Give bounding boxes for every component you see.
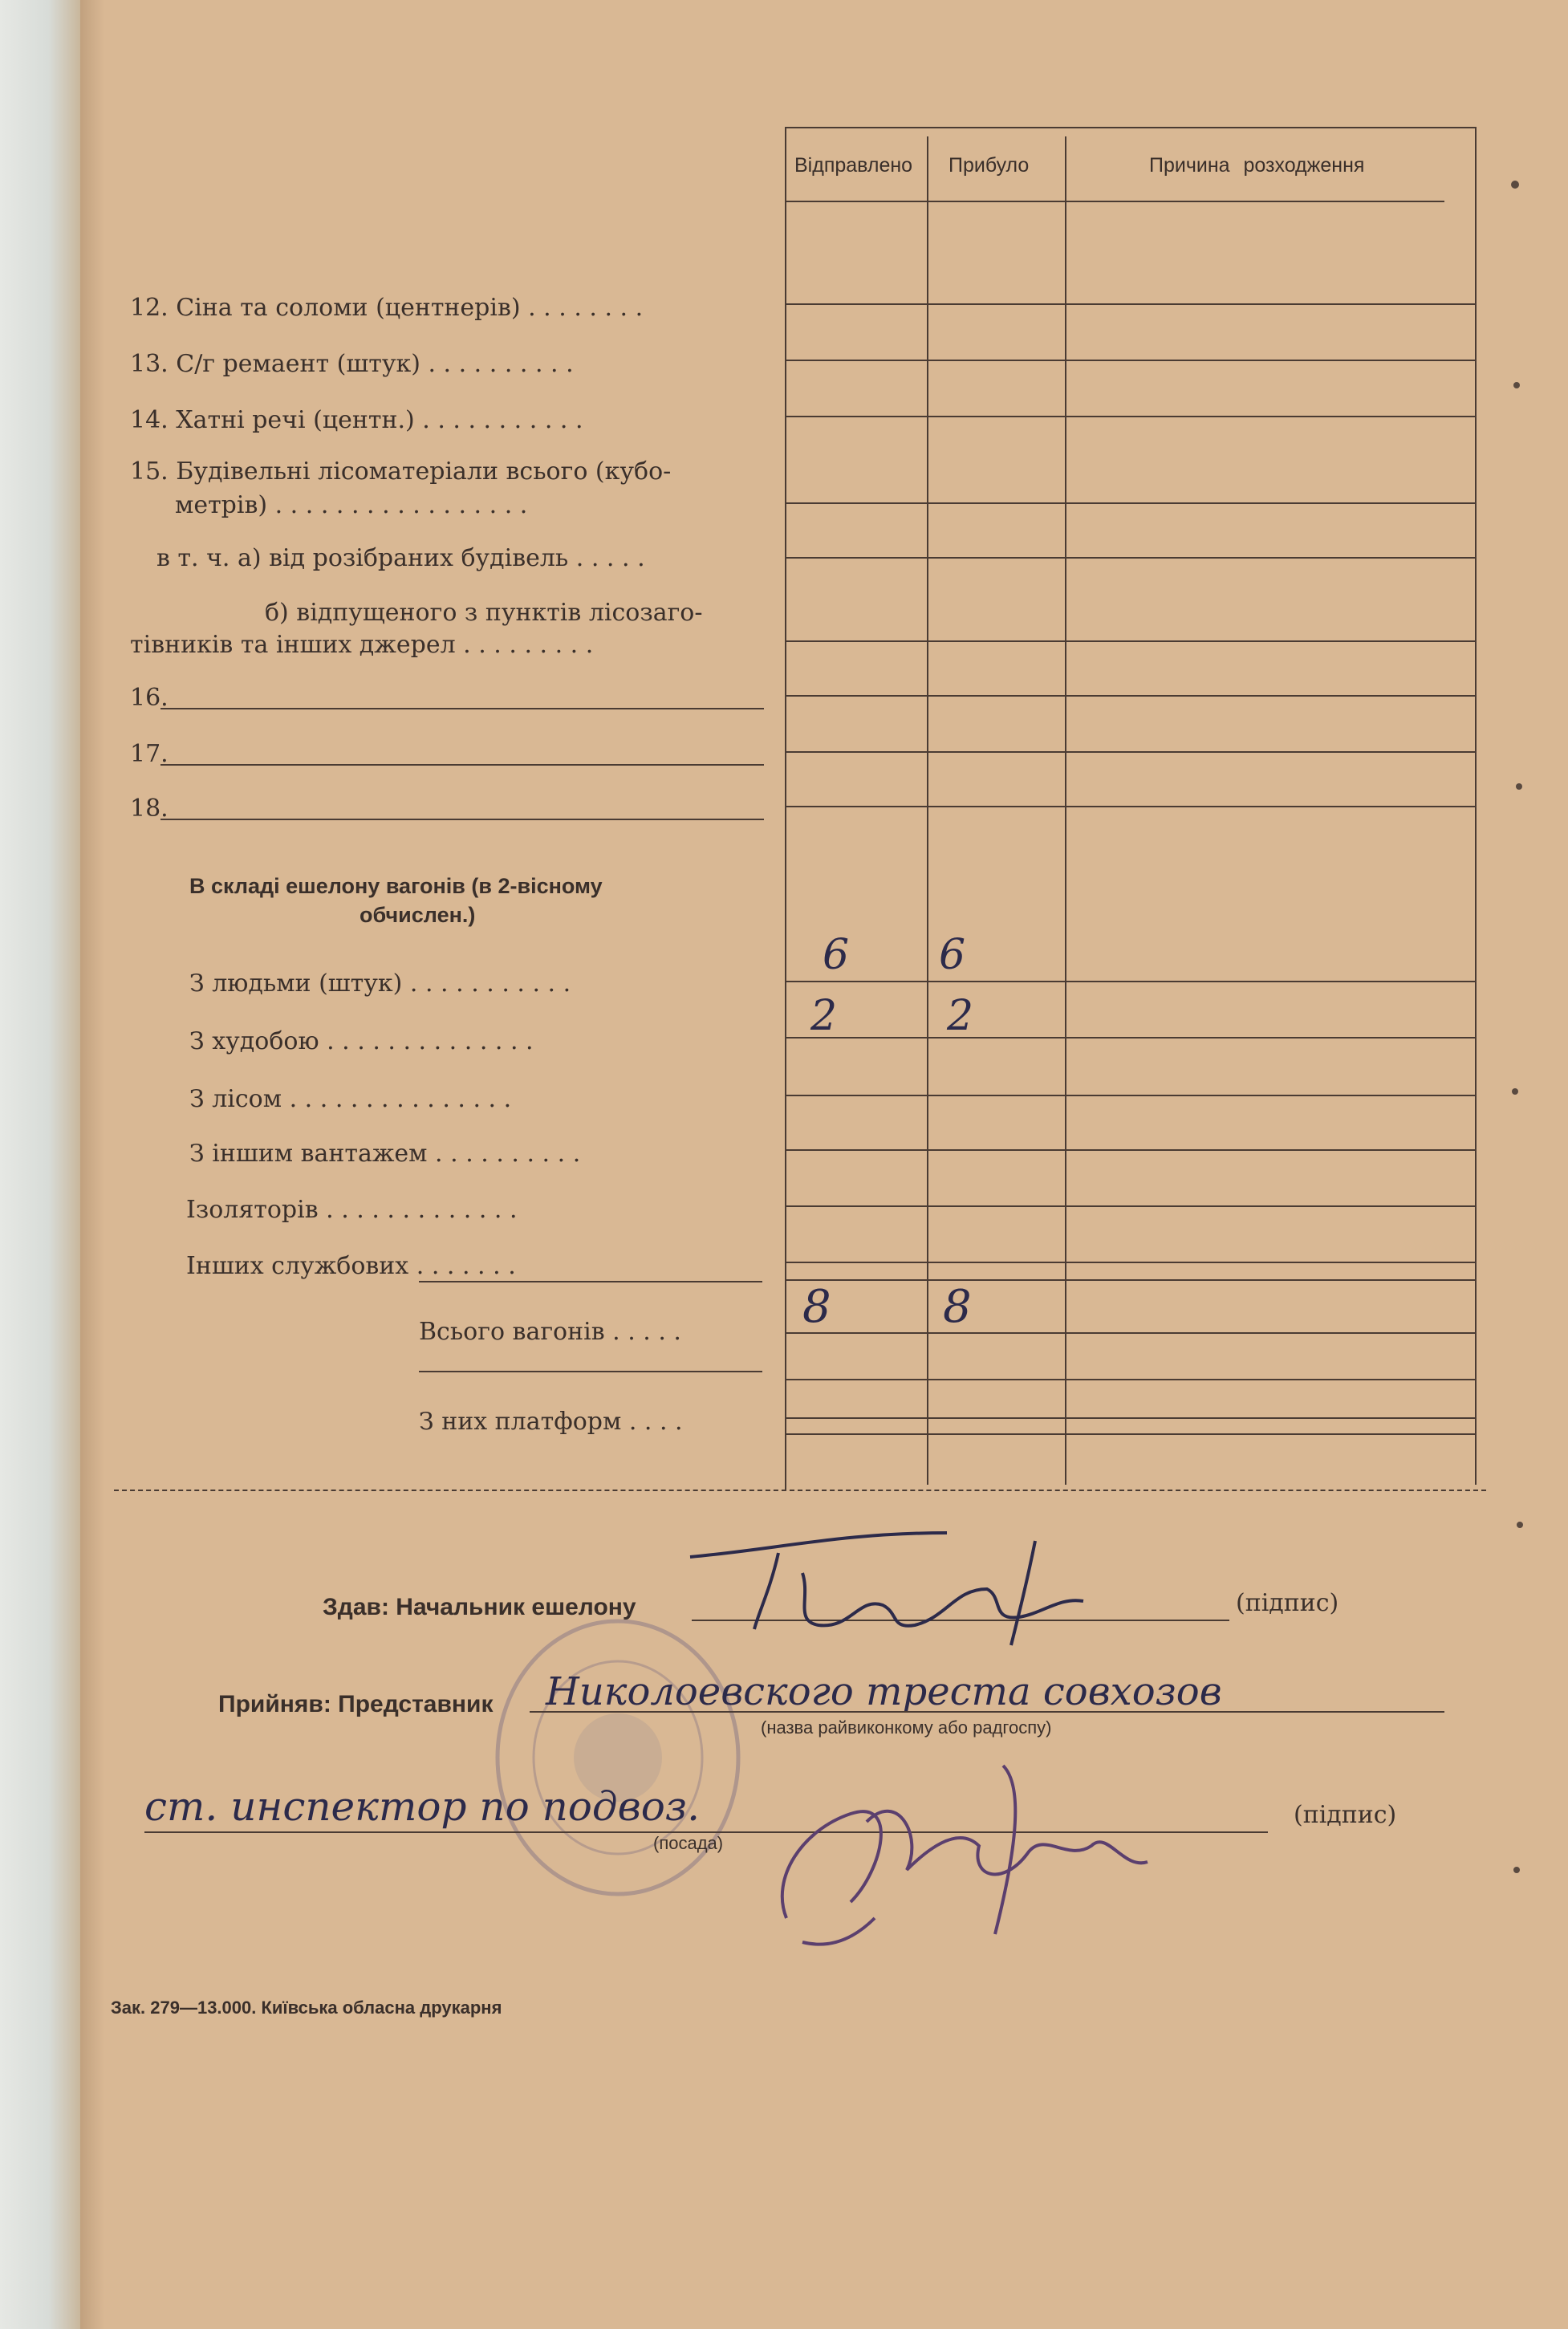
row-label-15b-line2: тівників та інших джерел . . . . . . . . .	[130, 631, 594, 659]
page-edge-shadow	[80, 0, 104, 2329]
organization-hint: (назва райвиконкому або радгоспу)	[761, 1717, 1052, 1738]
wagon-label-timber: З лісом . . . . . . . . . . . . . . .	[189, 1085, 512, 1113]
table-row-rule	[785, 1037, 1475, 1038]
table-row-rule	[785, 360, 1475, 361]
row-label-15b-line1: б) відпущеного з пунктів лісозаго-	[265, 599, 703, 627]
table-row-rule	[785, 1205, 1475, 1207]
organization-line	[530, 1711, 1444, 1713]
row-label-14: 14. Хатні речі (центн.) . . . . . . . . . . .	[130, 406, 583, 434]
table-row-rule	[785, 1095, 1475, 1096]
table-row-rule	[785, 1332, 1475, 1334]
column-header-sent: Відправлено	[794, 154, 913, 177]
section-separator	[114, 1490, 1486, 1491]
row-17-blank-line	[160, 764, 764, 766]
row-label-16: 16.	[130, 684, 169, 712]
table-row-rule	[785, 1279, 1475, 1281]
row-label-15a: в т. ч. а) від розібраних будівель . . . . .	[156, 544, 645, 572]
wagon-label-other-service: Інших службових . . . . . . .	[186, 1252, 516, 1280]
table-top-border	[785, 127, 1477, 128]
position-hint: (посада)	[653, 1833, 724, 1853]
table-row-rule	[785, 695, 1475, 697]
column-divider-arrived-reason	[1065, 136, 1066, 1485]
livestock-sent-value: 2	[810, 992, 838, 1040]
section-title-line2: обчислен.)	[360, 903, 476, 927]
table-right-border	[1475, 127, 1477, 1485]
print-note: Зак. 279—13.000. Київська обласна друкарня	[111, 1998, 502, 2018]
table-row-rule	[785, 640, 1475, 642]
row-label-13: 13. С/г ремаент (штук) . . . . . . . . . .	[130, 350, 574, 378]
signature-head-of-echelon	[682, 1525, 1131, 1653]
column-header-reason: Причина розходження	[1149, 154, 1365, 177]
section-title-line1: В складі ешелону вагонів (в 2-вісному	[189, 874, 603, 898]
table-left-border	[785, 127, 786, 1490]
row-label-12: 12. Сіна та соломи (центнерів) . . . . . . . .	[130, 294, 644, 322]
handed-label: Здав: Начальник ешелону	[323, 1594, 636, 1620]
column-header-arrived: Прибуло	[949, 154, 1030, 177]
livestock-arrived-value: 2	[947, 992, 974, 1040]
accepted-signature-hint: (підпис)	[1294, 1801, 1397, 1829]
accepted-organization-value: Николоевского треста совхозов	[546, 1669, 1222, 1714]
table-row-rule	[785, 1417, 1475, 1419]
round-stamp-icon	[489, 1613, 746, 1902]
handed-signature-hint: (підпис)	[1236, 1589, 1339, 1617]
wagon-label-livestock: З худобою . . . . . . . . . . . . . .	[189, 1027, 534, 1055]
scanner-background-strip	[0, 0, 80, 2329]
row-16-blank-line	[160, 708, 764, 709]
column-divider-sent-arrived	[927, 136, 928, 1485]
people-arrived-value: 6	[939, 931, 966, 979]
total-arrived-value: 8	[943, 1281, 972, 1333]
wagon-label-people: З людьми (штук) . . . . . . . . . . .	[189, 969, 571, 998]
table-row-rule	[785, 1149, 1475, 1151]
total-underline	[419, 1371, 762, 1372]
table-row-rule	[785, 1262, 1475, 1263]
table-row-rule	[785, 806, 1475, 807]
table-row-rule	[785, 303, 1475, 305]
wagon-label-isolators: Ізоляторів . . . . . . . . . . . . .	[186, 1196, 518, 1224]
row-label-17: 17.	[130, 740, 169, 768]
total-sent-value: 8	[802, 1281, 831, 1333]
people-sent-value: 6	[823, 931, 850, 979]
signature-representative	[738, 1742, 1220, 1966]
table-row-rule	[785, 557, 1475, 559]
table-row-rule	[785, 981, 1475, 982]
wagon-label-other-cargo: З іншим вантажем . . . . . . . . . .	[189, 1140, 581, 1168]
wagon-label-total: Всього вагонів . . . . .	[419, 1318, 681, 1346]
row-label-15-line1: 15. Будівельні лісоматеріали всього (кубо-	[130, 457, 672, 486]
row-label-15-line2: метрів) . . . . . . . . . . . . . . . . .	[175, 491, 528, 519]
table-row-rule	[785, 1379, 1475, 1380]
binding-hole-marks-icon	[1499, 128, 1547, 1974]
table-row-rule	[785, 1433, 1475, 1435]
row-18-blank-line	[160, 819, 764, 820]
other-service-underline	[419, 1281, 762, 1282]
table-row-rule	[785, 751, 1475, 753]
table-row-rule	[785, 416, 1475, 417]
accepted-label: Прийняв: Представник	[218, 1691, 494, 1717]
position-value: ст. инспектор по подвоз.	[144, 1783, 700, 1830]
header-underline	[785, 201, 1444, 202]
row-label-18: 18.	[130, 795, 169, 823]
table-row-rule	[785, 502, 1475, 504]
wagon-label-platforms: З них платформ . . . .	[419, 1408, 683, 1436]
